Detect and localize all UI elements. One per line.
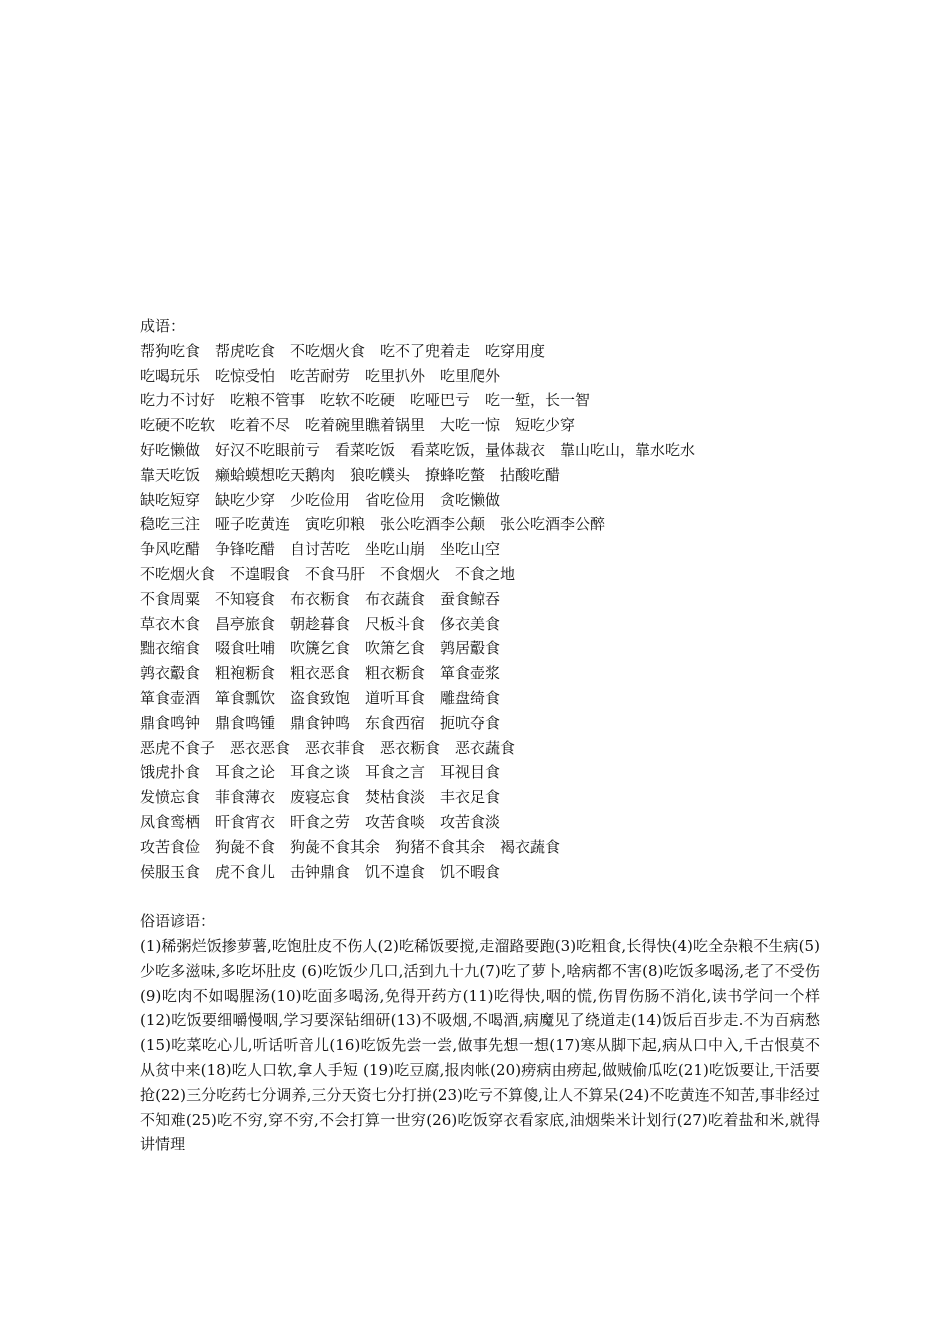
idiom-row: 饿虎扑食 耳食之论 耳食之谈 耳食之言 耳视目食: [140, 763, 501, 782]
idiom-row: 鼎食鸣钟 鼎食鸣锺 鼎食钟鸣 东食西宿 扼吭夺食: [140, 713, 501, 732]
idiom-row: 黜衣缩食 啜食吐哺 吹篪乞食 吹箫乞食 鹑居鷇食: [140, 639, 501, 658]
idioms-list: [140, 339, 820, 885]
idiom-row: 不食周粟 不知寝食 布衣粝食 布衣蔬食 蚕食鲸吞: [140, 589, 501, 608]
section-spacer: [140, 884, 820, 909]
idiom-row: 恶虎不食子 恶衣恶食 恶衣菲食 恶衣粝食 恶衣蔬食: [140, 738, 516, 757]
idiom-row: 吃力不讨好 吃粮不管事 吃软不吃硬 吃哑巴亏 吃一堑，长一智: [140, 391, 591, 410]
document-body: [140, 314, 820, 1157]
idiom-row: 稳吃三注 哑子吃黄连 寅吃卯粮 张公吃酒李公颠 张公吃酒李公醉: [140, 515, 606, 534]
proverbs-paragraph: (1)稀粥烂饭掺萝薯,吃饱肚皮不伤人(2)吃稀饭要搅,走溜路要跑(3)吃粗食,长得快(4)吃全杂粮不生病(5)少吃多滋味,多吃坏肚皮 (6)吃饭少几口,活到九十九(7)吃了萝卜,啥病都不害(8)吃饭多喝汤,老了不受伤(9)吃肉不如喝腥汤(10)吃面多喝汤,免得开药方(11)吃得快,咽的慌,伤胃伤肠不消化,读书学问一个样(12)吃饭要细嚼慢咽,学习要深钻细研(13)不吸烟,不喝酒,病魔见了绕道走(14)饭后百步走.不为百病愁(15)吃菜吃心儿,听话听音儿(16)吃饭先尝一尝,做事先想一想(17)寒从脚下起,病从口中入,千古恨莫不从贫中来(18)吃人口软,拿人手短 (19)吃豆腐,报肉帐(20)痨病由痨起,做贼偷瓜吃(21)吃饭要让,干活要抢(22)三分吃药七分调养,三分天资七分打拼(23)吃亏不算傻,让人不算呆(24)不吃黄连不知苦,事非经过不知难(25)吃不穷,穿不穷,不会打算一世穷(26)吃饭穿衣看家底,油烟柴米计划行(27)吃着盐和米,就得讲情理: [140, 936, 820, 1154]
idiom-row: 争风吃醋 争锋吃醋 自讨苦吃 坐吃山崩 坐吃山空: [140, 540, 501, 559]
idioms-heading: 成语：: [140, 317, 186, 335]
idiom-row: 吃喝玩乐 吃惊受怕 吃苦耐劳 吃里扒外 吃里爬外: [140, 366, 501, 385]
idiom-row: 侯服玉食 虎不食儿 击钟鼎食 饥不遑食 饥不暇食: [140, 862, 501, 881]
idiom-row: 草衣木食 昌亭旅食 朝趁暮食 尺板斗食 侈衣美食: [140, 614, 501, 633]
idiom-row: 凤食鸾栖 旰食宵衣 旰食之劳 攻苦食啖 攻苦食淡: [140, 812, 501, 831]
idiom-row: 箪食壶酒 箪食瓢饮 盗食致饱 道听耳食 雕盘绮食: [140, 688, 501, 707]
idiom-row: 发愤忘食 菲食薄衣 废寝忘食 焚枯食淡 丰衣足食: [140, 788, 501, 807]
idiom-row: 缺吃短穿 缺吃少穿 少吃俭用 省吃俭用 贪吃懒做: [140, 490, 501, 509]
idiom-row: 靠天吃饭 癞蛤蟆想吃天鹅肉 狼吃幞头 撩蜂吃螫 拈酸吃醋: [140, 465, 561, 484]
idiom-row: 帮狗吃食 帮虎吃食 不吃烟火食 吃不了兜着走 吃穿用度: [140, 341, 546, 360]
idiom-row: 不吃烟火食 不遑暇食 不食马肝 不食烟火 不食之地: [140, 564, 516, 583]
idiom-row: 攻苦食俭 狗彘不食 狗彘不食其余 狗猪不食其余 褐衣蔬食: [140, 837, 561, 856]
idiom-row: 好吃懒做 好汉不吃眼前亏 看菜吃饭 看菜吃饭，量体裁衣 靠山吃山，靠水吃水: [140, 440, 696, 459]
proverbs-heading: 俗语谚语：: [140, 912, 216, 931]
idiom-row: 鹑衣鷇食 粗袍粝食 粗衣恶食 粗衣粝食 箪食壶浆: [140, 664, 501, 683]
idiom-row: 吃硬不吃软 吃着不尽 吃着碗里瞧着锅里 大吃一惊 短吃少穿: [140, 416, 576, 435]
